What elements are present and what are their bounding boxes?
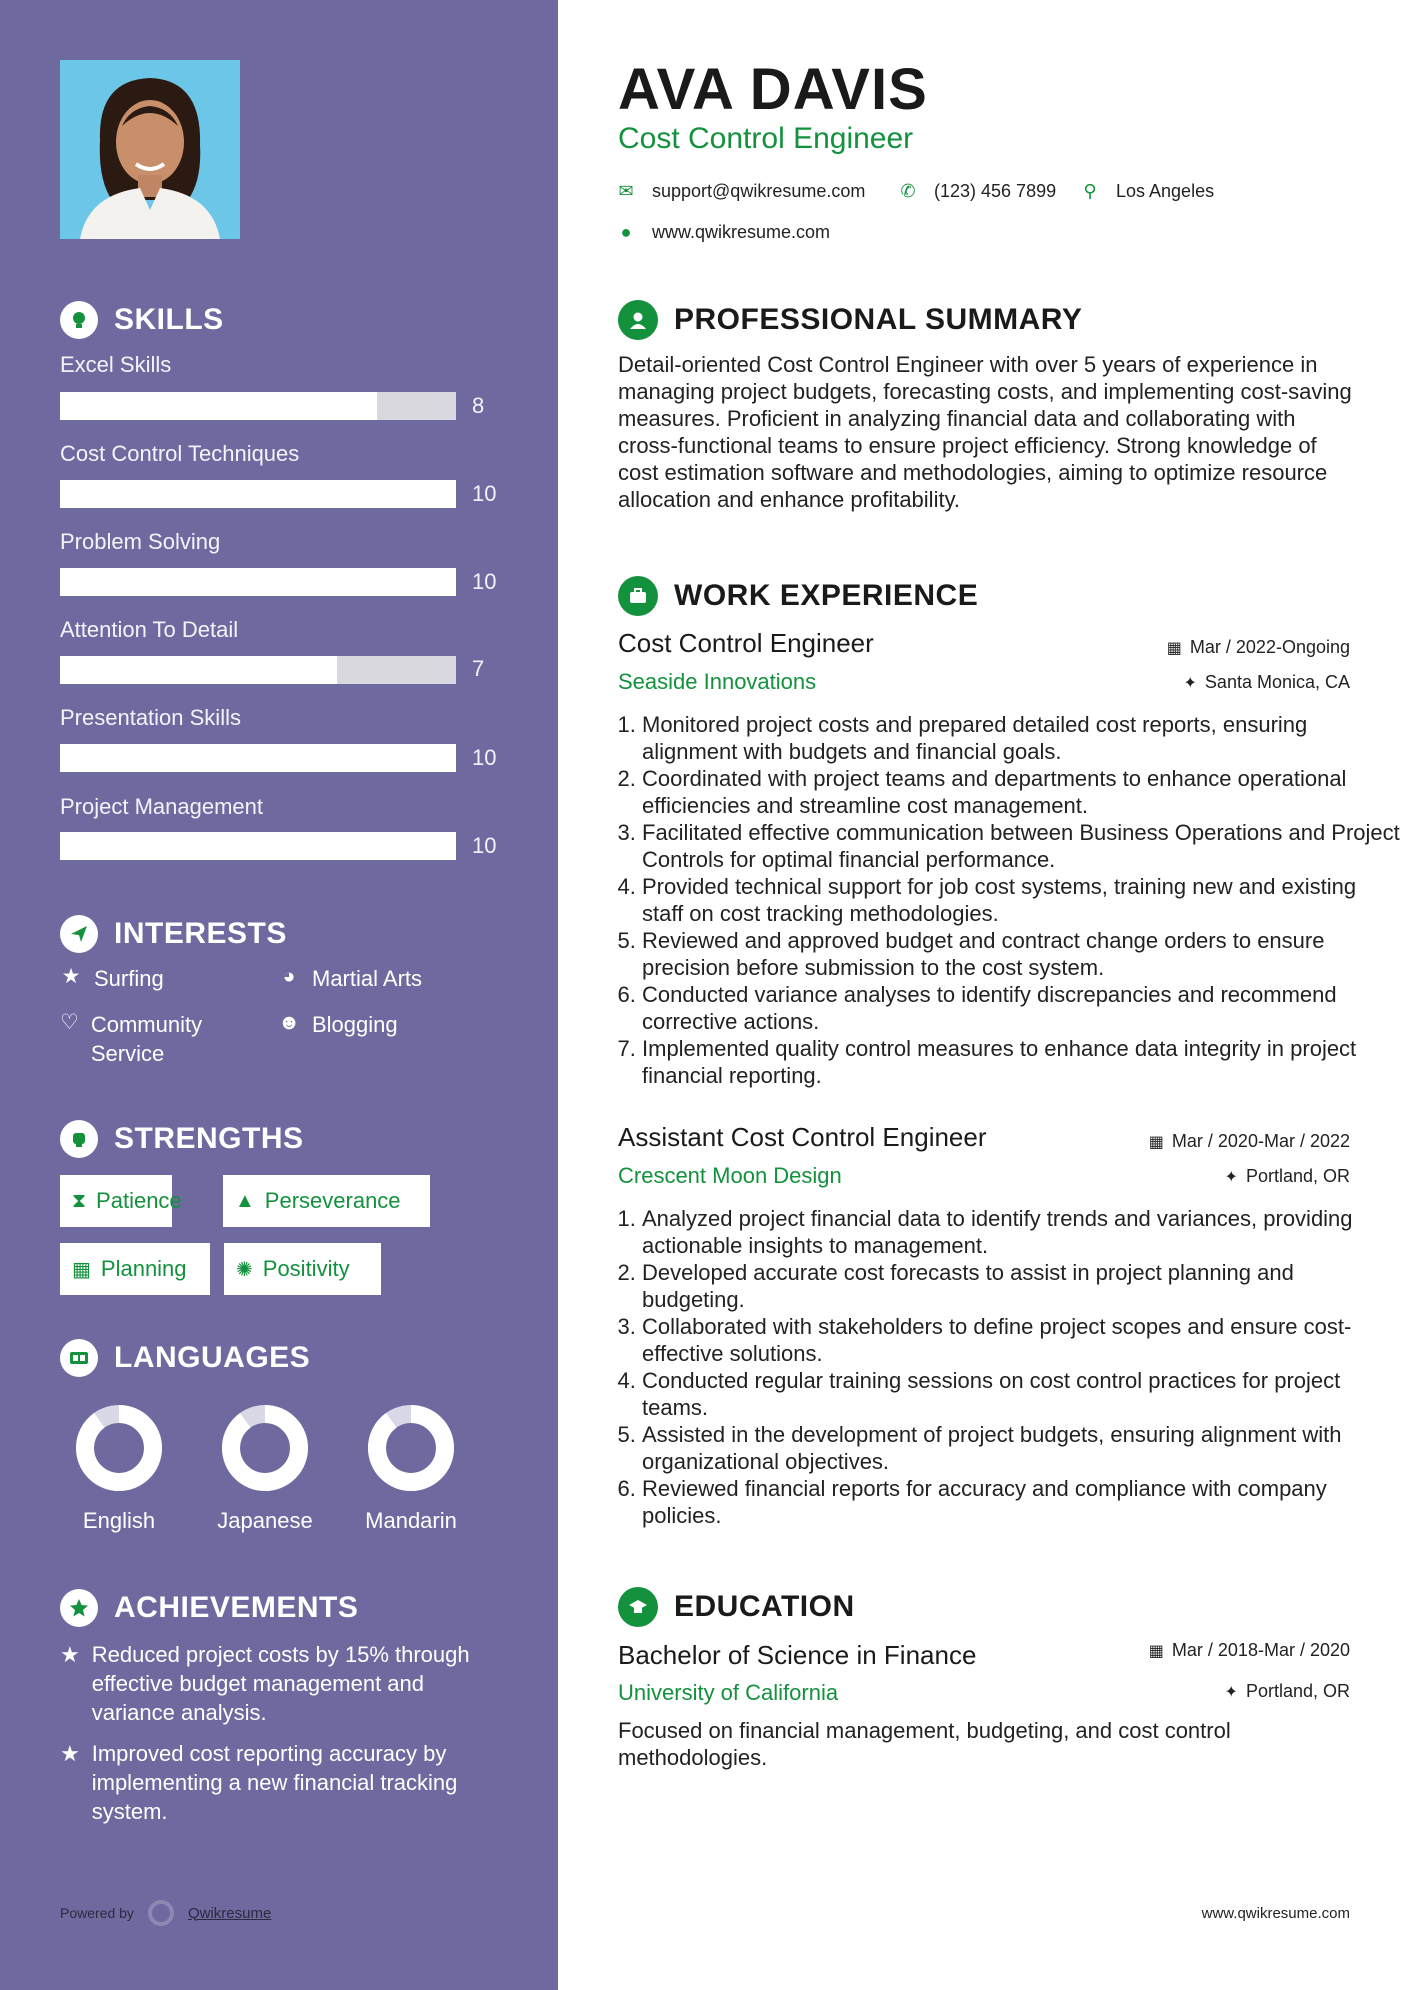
website-text[interactable]: www.qwikresume.com bbox=[652, 222, 831, 242]
lightbulb-icon bbox=[60, 301, 98, 339]
summary-text: Detail-oriented Cost Control Engineer with over 5 years of experience in managing project budgets, forecasting costs, and implementing cost-saving measures. Proficient in analyzing financial data and collaborating with cross-functional teams to ensure project efficiency. Strong knowledge of cost estimation software and methodologies, aiming to optimize resource allocation and enhance profitability. bbox=[618, 352, 1352, 512]
skill-value: 10 bbox=[472, 569, 497, 594]
job-title: Cost Control Engineer bbox=[618, 628, 874, 658]
strength-badge bbox=[224, 1243, 381, 1295]
strength-label: Planning bbox=[100, 1256, 187, 1281]
list-item: 2. Developed accurate cost forecasts to assist in project planning and budgeting. bbox=[642, 1259, 1402, 1313]
skill-value: 7 bbox=[472, 656, 485, 681]
job-location bbox=[1184, 672, 1350, 693]
achievement-text: Reduced project costs by 15% through effective budget management and variance analysis. bbox=[91, 1642, 470, 1725]
interest-label: Blogging bbox=[312, 1012, 398, 1037]
language-icon bbox=[60, 1339, 98, 1377]
interest-item bbox=[278, 1010, 398, 1039]
achievement-item bbox=[60, 1640, 500, 1727]
users-icon: ☻ bbox=[278, 1011, 301, 1034]
briefcase-icon bbox=[618, 576, 658, 616]
education-dates-text: Mar / 2018-Mar / 2020 bbox=[1171, 1640, 1350, 1660]
globe-icon: ◕ bbox=[282, 965, 296, 988]
skill-value: 8 bbox=[472, 393, 485, 418]
shooting-star-icon: ★ bbox=[60, 1741, 80, 1766]
skill-bar bbox=[60, 392, 456, 420]
degree-title: Bachelor of Science in Finance bbox=[618, 1640, 977, 1670]
email-text[interactable]: support@qwikresume.com bbox=[652, 181, 866, 201]
skill-bar bbox=[60, 744, 456, 772]
user-icon bbox=[618, 300, 658, 340]
skill-bar-fill bbox=[60, 480, 456, 508]
language-ring bbox=[49, 1402, 189, 1499]
language-ring-chart bbox=[341, 1402, 481, 1494]
job-company: Seaside Innovations bbox=[618, 669, 817, 694]
achievement-item bbox=[60, 1739, 500, 1826]
job-responsibilities bbox=[612, 711, 1402, 1089]
list-item: 6. Conducted variance analyses to identify discrepancies and recommend corrective actions. bbox=[642, 981, 1402, 1035]
experience-title: WORK EXPERIENCE bbox=[674, 579, 979, 612]
paper-plane-icon bbox=[60, 915, 98, 953]
list-item: 3. Facilitated effective communication between Business Operations and Project Controls for optimal financial performance. bbox=[642, 819, 1402, 873]
envelope-icon: ✉ bbox=[618, 181, 634, 201]
list-item: 1. Monitored project costs and prepared detailed cost reports, ensuring alignment with budgets and financial goals. bbox=[642, 711, 1402, 765]
job-dates bbox=[1149, 1131, 1350, 1152]
job-title: Assistant Cost Control Engineer bbox=[618, 1122, 987, 1152]
pin-icon: ✦ bbox=[1183, 674, 1197, 692]
experience-heading bbox=[618, 576, 978, 616]
job-responsibilities bbox=[612, 1205, 1402, 1529]
interest-label: Surfing bbox=[94, 966, 164, 991]
calendar-icon: ▦ bbox=[1148, 1133, 1164, 1151]
skill-value: 10 bbox=[472, 833, 497, 858]
fist-icon bbox=[60, 1120, 98, 1158]
powered-by bbox=[60, 1900, 271, 1926]
calendar-icon: ▦ bbox=[72, 1258, 91, 1281]
calendar-icon: ▦ bbox=[1148, 1642, 1164, 1660]
map-pin-icon: ⚲ bbox=[1083, 181, 1097, 201]
achievements-title: ACHIEVEMENTS bbox=[114, 1591, 359, 1624]
contact-phone bbox=[900, 181, 1056, 202]
language-label: English bbox=[82, 1508, 156, 1533]
list-item: 5. Assisted in the development of project budgets, ensuring alignment with organizational objectives. bbox=[642, 1421, 1402, 1475]
strength-label: Positivity bbox=[262, 1256, 350, 1281]
powered-by-link[interactable]: Qwikresume bbox=[187, 1904, 272, 1922]
interest-label: Martial Arts bbox=[312, 966, 423, 991]
skill-bar-fill bbox=[60, 392, 377, 420]
skill-bar-fill bbox=[60, 832, 456, 860]
list-item: 4. Provided technical support for job cost systems, training new and existing staff on cost tracking methodologies. bbox=[642, 873, 1402, 927]
skill-bar bbox=[60, 656, 456, 684]
skill-bar bbox=[60, 568, 456, 596]
languages-heading bbox=[60, 1339, 310, 1377]
summary-title: PROFESSIONAL SUMMARY bbox=[674, 303, 1083, 336]
job-location bbox=[1225, 1166, 1350, 1187]
achievement-text: Improved cost reporting accuracy by implementing a new financial tracking system. bbox=[91, 1741, 458, 1824]
sidebar bbox=[0, 0, 558, 1990]
strengths-heading bbox=[60, 1120, 304, 1158]
skill-label: Presentation Skills bbox=[60, 705, 241, 730]
education-text: Focused on financial management, budgeting, and cost control methodologies. bbox=[618, 1718, 1231, 1770]
phone-text: (123) 456 7899 bbox=[934, 181, 1057, 201]
language-ring-chart bbox=[49, 1402, 189, 1494]
globe-icon: ● bbox=[620, 222, 632, 242]
star-badge-icon bbox=[60, 1589, 98, 1627]
strength-badge bbox=[60, 1243, 210, 1295]
job-location-text: Santa Monica, CA bbox=[1204, 672, 1350, 692]
interest-item bbox=[60, 964, 164, 993]
star-icon: ★ bbox=[61, 965, 81, 988]
profile-photo bbox=[60, 60, 240, 239]
shooting-star-icon: ★ bbox=[60, 1642, 80, 1667]
skill-bar-fill bbox=[60, 568, 456, 596]
skill-label: Excel Skills bbox=[60, 352, 172, 377]
school-name: University of California bbox=[618, 1680, 839, 1705]
skill-bar bbox=[60, 480, 456, 508]
main-content bbox=[558, 0, 1407, 1990]
strengths-title: STRENGTHS bbox=[114, 1122, 304, 1155]
job-dates bbox=[1167, 637, 1350, 658]
skill-value: 10 bbox=[472, 745, 497, 770]
hand-icon: ♡ bbox=[60, 1011, 79, 1034]
calendar-icon: ▦ bbox=[1166, 639, 1182, 657]
education-heading bbox=[618, 1587, 855, 1627]
phone-icon: ✆ bbox=[900, 181, 916, 201]
interests-title: INTERESTS bbox=[114, 917, 287, 950]
language-label: Mandarin bbox=[365, 1508, 457, 1533]
language-ring-chart bbox=[195, 1402, 335, 1494]
interest-item bbox=[278, 964, 422, 993]
achievements-heading bbox=[60, 1589, 358, 1627]
interest-item bbox=[60, 1010, 250, 1068]
contact-location bbox=[1082, 181, 1214, 202]
language-ring bbox=[341, 1402, 481, 1499]
language-label: Japanese bbox=[217, 1508, 313, 1533]
road-icon: ▲ bbox=[235, 1189, 255, 1212]
list-item: 3. Collaborated with stakeholders to define project scopes and ensure cost-effective solutions. bbox=[642, 1313, 1402, 1367]
list-item: 2. Coordinated with project teams and departments to enhance operational efficiencies and streamline cost management. bbox=[642, 765, 1402, 819]
job-dates-text: Mar / 2022-Ongoing bbox=[1189, 637, 1350, 657]
education-location bbox=[1225, 1681, 1350, 1702]
strength-label: Patience bbox=[96, 1188, 182, 1213]
candidate-name: AVA DAVIS bbox=[618, 57, 928, 122]
strength-badge bbox=[60, 1175, 182, 1227]
strength-label: Perseverance bbox=[264, 1188, 401, 1213]
list-item: 4. Conducted regular training sessions on cost control practices for project teams. bbox=[642, 1367, 1402, 1421]
list-item: 1. Analyzed project financial data to identify trends and variances, providing actionable insights to management. bbox=[642, 1205, 1402, 1259]
education-dates bbox=[1149, 1640, 1350, 1661]
skills-title: SKILLS bbox=[114, 303, 224, 336]
powered-by-label: Powered by bbox=[60, 1905, 134, 1921]
location-text: Los Angeles bbox=[1116, 181, 1215, 201]
skill-bar bbox=[60, 832, 456, 860]
graduation-cap-icon bbox=[618, 1587, 658, 1627]
contact-website bbox=[618, 222, 830, 243]
job-dates-text: Mar / 2020-Mar / 2022 bbox=[1171, 1131, 1350, 1151]
candidate-title: Cost Control Engineer bbox=[618, 122, 914, 155]
job-location-text: Portland, OR bbox=[1245, 1166, 1350, 1186]
qwikresume-logo-icon bbox=[148, 1900, 174, 1926]
skill-label: Attention To Detail bbox=[60, 617, 239, 642]
interest-label: Community Service bbox=[90, 1012, 203, 1066]
education-title: EDUCATION bbox=[674, 1590, 855, 1623]
list-item: 7. Implemented quality control measures to enhance data integrity in project financial reporting. bbox=[642, 1035, 1402, 1089]
pin-icon: ✦ bbox=[1224, 1168, 1238, 1186]
language-ring bbox=[195, 1402, 335, 1499]
footer-url[interactable]: www.qwikresume.com bbox=[1201, 1905, 1350, 1922]
list-item: 6. Reviewed financial reports for accuracy and compliance with company policies. bbox=[642, 1475, 1402, 1529]
skill-bar-fill bbox=[60, 656, 337, 684]
languages-title: LANGUAGES bbox=[114, 1341, 311, 1374]
education-location-text: Portland, OR bbox=[1245, 1681, 1350, 1701]
summary-heading bbox=[618, 300, 1082, 340]
skill-bar-fill bbox=[60, 744, 456, 772]
skill-label: Problem Solving bbox=[60, 529, 221, 554]
strength-badge bbox=[223, 1175, 430, 1227]
skill-label: Project Management bbox=[60, 794, 263, 819]
skill-value: 10 bbox=[472, 481, 497, 506]
contact-email bbox=[618, 181, 865, 202]
pin-icon: ✦ bbox=[1224, 1683, 1238, 1701]
hourglass-icon: ⧗ bbox=[72, 1189, 87, 1212]
skills-heading bbox=[60, 301, 224, 339]
skill-label: Cost Control Techniques bbox=[60, 441, 300, 466]
job-company: Crescent Moon Design bbox=[618, 1163, 842, 1188]
sun-icon: ✺ bbox=[236, 1258, 253, 1281]
list-item: 5. Reviewed and approved budget and contract change orders to ensure precision before submission to the cost system. bbox=[642, 927, 1402, 981]
interests-heading bbox=[60, 915, 287, 953]
